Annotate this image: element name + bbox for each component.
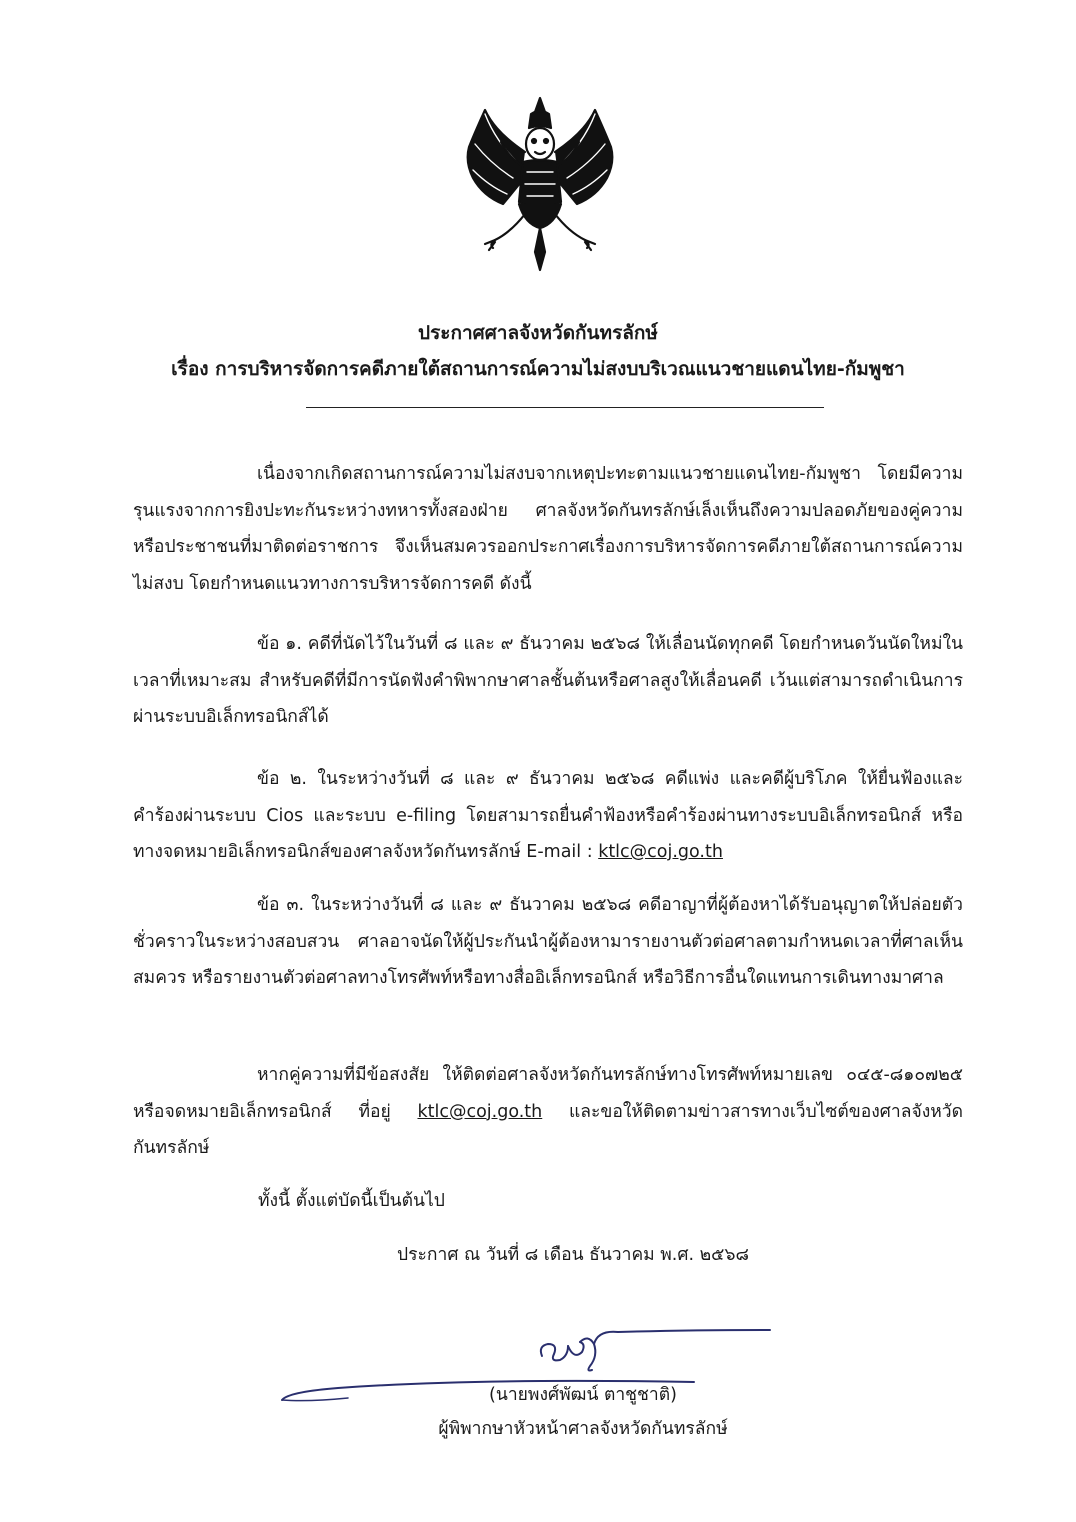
paragraph-item-1-text: ข้อ ๑. คดีที่นัดไว้ในวันที่ ๘ และ ๙ ธันวาคม ๒๕๖๘ ให้เลื่อนนัดทุกคดี โดยกำหนดวันนัดใหม่ในเวลาที่เหมาะสม สำหรับคดีที่มีการนัดฟังคำพิพากษาศาลชั้นต้นหรือศาลสูงให้เลื่อนคดี เว้นแต่สามารถดำเนินการผ่านระบบอิเล็กทรอนิกส์ได้ [133,634,963,727]
closing-statement: ทั้งนี้ ตั้งแต่บัดนี้เป็นต้นไป [258,1191,445,1211]
paragraph-item-3 [133,887,963,997]
paragraph-contact-text-end: และขอให้ติดตามข่าวสารทางเว็บไซต์ของศาลจังหวัดกันทรลักษ์ [133,1101,963,1158]
paragraph-item-2-text: ข้อ ๒. ในระหว่างวันที่ ๘ และ ๙ ธันวาคม ๒๕๖๘ คดีแพ่ง และคดีผู้บริโภค ให้ยื่นฟ้องและคำร้องผ่านระบบ Cios และระบบ e-filing โดยสามารถยื่นคำฟ้องหรือคำร้องผ่านทางระบบอิเล็กทรอนิกส์ หรือทางจดหมายอิเล็กทรอนิกส์ของศาลจังหวัดกันทรลักษ์ E-mail : [133,769,963,862]
announcement-subject: เรื่อง การบริหารจัดการคดีภายใต้สถานการณ์ความไม่สงบบริเวณแนวชายแดนไทย-กัมพูชา [171,358,905,380]
signer-position: ผู้พิพากษาหัวหน้าศาลจังหวัดกันทรลักษ์ [438,1419,728,1439]
announcement-date: ประกาศ ณ วันที่ ๘ เดือน ธันวาคม พ.ศ. ๒๕๖๘ [397,1245,749,1265]
paragraph-contact-text: หากคู่ความที่มีข้อสงสัย ให้ติดต่อศาลจังหวัดกันทรลักษ์ทางโทรศัพท์หมายเลข ๐๔๕-๘๑๐๗๒๕ หรือจดหมายอิเล็กทรอนิกส์ ที่อยู่ [133,1065,963,1122]
contact-email-link[interactable]: ktlc@coj.go.th [417,1101,543,1122]
paragraph-intro-text: เนื่องจากเกิดสถานการณ์ความไม่สงบจากเหตุปะทะตามแนวชายแดนไทย-กัมพูชา โดยมีความรุนแรงจากการยิงปะทะกันระหว่างทหารทั้งสองฝ่าย ศาลจังหวัดกันทรลักษ์เล็งเห็นถึงความปลอดภัยของคู่ความหรือประชาชนที่มาติดต่อราชการ จึงเห็นสมควรออกประกาศเรื่องการบริหารจัดการคดีภายใต้สถานการณ์ความไม่สงบ โดยกำหนดแนวทางการบริหารจัดการคดี ดังนี้ [133,464,963,594]
signature-mark [528,1316,778,1376]
paragraph-contact [133,1057,963,1167]
title-divider [306,407,824,408]
paragraph-item-2 [133,761,963,871]
announcement-title: ประกาศศาลจังหวัดกันทรลักษ์ [418,322,658,344]
paragraph-intro [133,456,963,602]
garuda-emblem-icon [455,92,625,277]
paragraph-item-3-text: ข้อ ๓. ในระหว่างวันที่ ๘ และ ๙ ธันวาคม ๒๕๖๘ คดีอาญาที่ผู้ต้องหาได้รับอนุญาตให้ปล่อยตัวชั่วคราวในระหว่างสอบสวน ศาลอาจนัดให้ผู้ประกันนำผู้ต้องหามารายงานตัวต่อศาลตามกำหนดเวลาที่ศาลเห็นสมควร หรือรายงานตัวต่อศาลทางโทรศัพท์หรือทางสื่ออิเล็กทรอนิกส์ หรือวิธีการอื่นใดแทนการเดินทางมาศาล [133,895,963,988]
paragraph-item-1 [133,626,963,736]
signer-name: (นายพงศ์พัฒน์ ตาชูชาติ) [489,1385,677,1405]
email-link[interactable]: ktlc@coj.go.th [598,842,723,862]
